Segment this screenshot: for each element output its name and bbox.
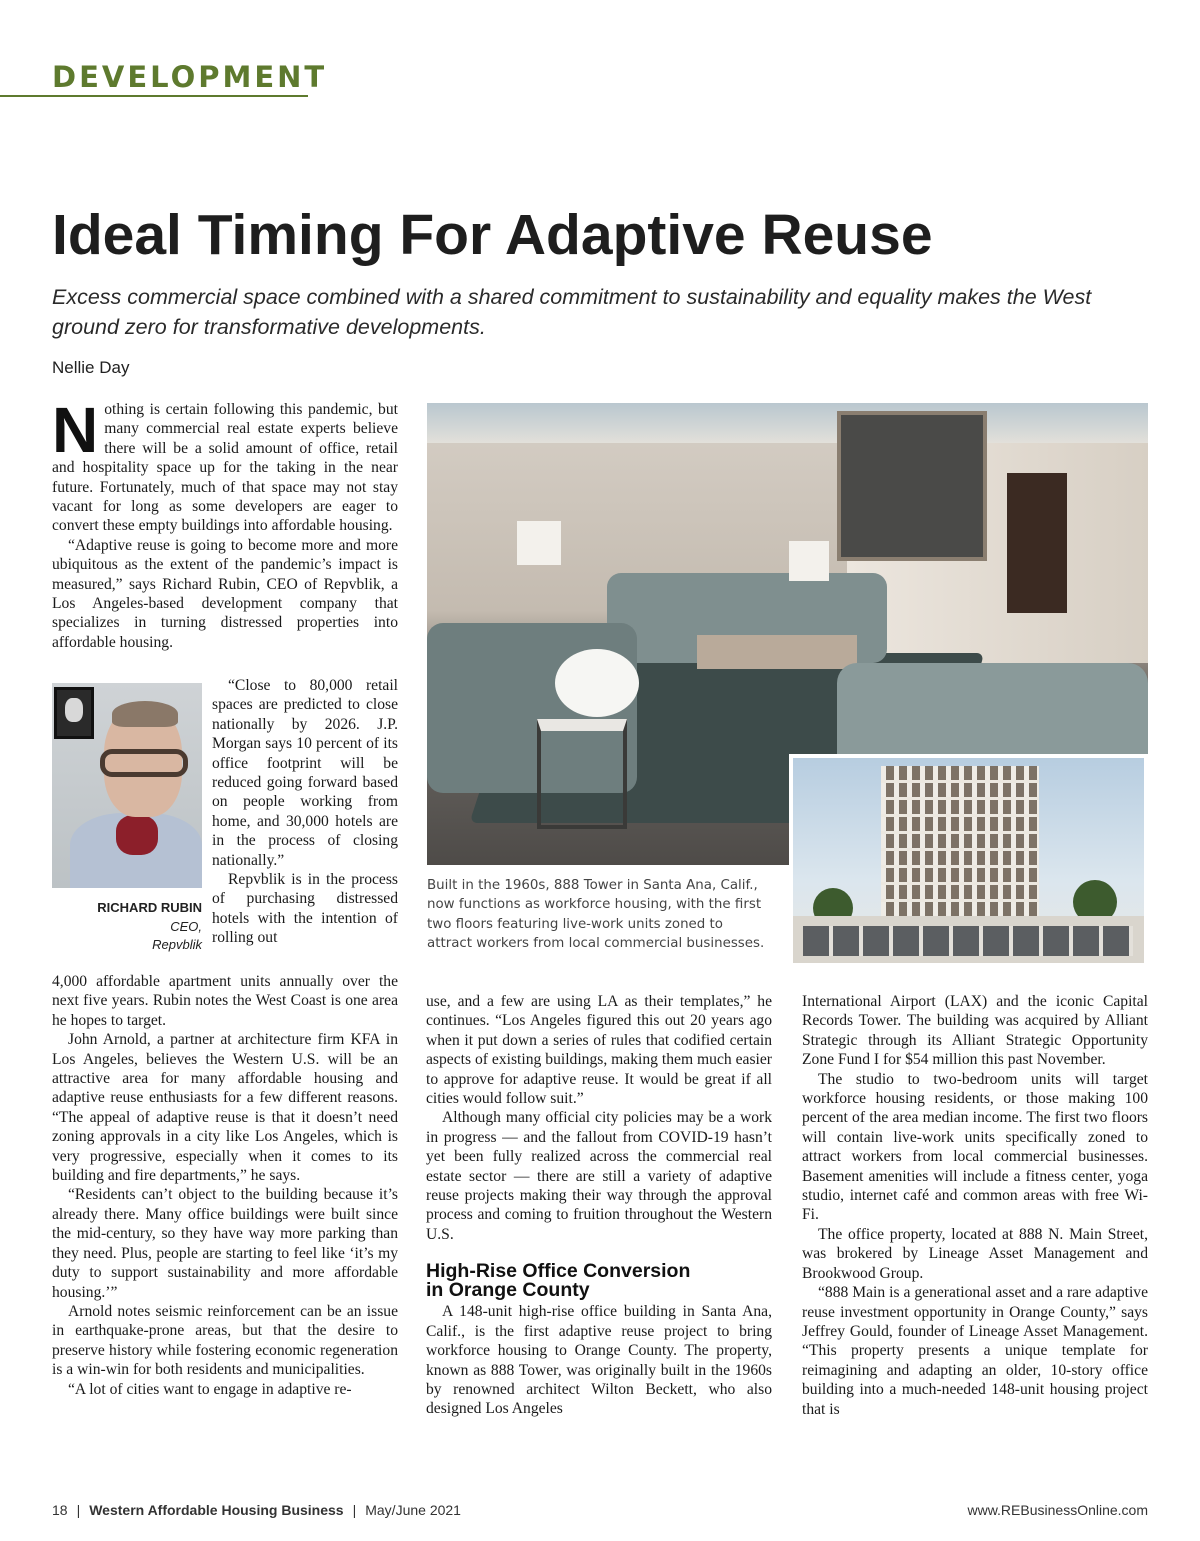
headshot-title-line-2: Repvblik — [152, 937, 202, 952]
column-3 — [802, 992, 1148, 1419]
lobby-side-table — [537, 719, 627, 829]
subhead-line-1: High-Rise Office Conversion — [426, 1260, 691, 1283]
publication-name: Western Affordable Housing Business — [89, 1502, 344, 1518]
column-3-paragraph-1: International Airport (LAX) and the iconic Capital Records Tower. The building was acquired by Alliant Strategic through its Alliant Strategic Opportunity Zone Fund I for $54 million this past November. — [802, 993, 1148, 1069]
headline: Ideal Timing For Adaptive Reuse — [52, 203, 933, 267]
issue-date: May/June 2021 — [365, 1502, 461, 1518]
column-3-paragraph-3: The office property, located at 888 N. Main Street, was brokered by Lineage Asset Management and Brookwood Group. — [802, 1225, 1148, 1282]
column-1-paragraph-3: “Residents can’t object to the building because it’s already there. Many office buildings were built since the mid-century, so they have way more parking than they need. Plus, people are starting to feel like ‘it’s my duty to support sustainability and more affordable housing.’” — [52, 1186, 398, 1301]
column-1 — [52, 972, 398, 1399]
tower-floor-lines — [881, 766, 1039, 941]
headshot-title — [52, 918, 202, 954]
lobby-mirror — [837, 411, 987, 561]
headshot-glasses — [100, 749, 188, 777]
intro-paragraph-1 — [52, 394, 398, 536]
headshot-bowtie — [116, 815, 158, 855]
lobby-ceiling — [427, 403, 1148, 443]
wrap-paragraph-2: Repvblik is in the process of purchasing distressed hotels with the intention of rolling out — [212, 871, 398, 947]
lobby-flowers — [555, 649, 639, 717]
photo-caption: Built in the 1960s, 888 Tower in Santa Ana, Calif., now functions as workforce housing, with the first two floors featuring live-work units zoned to attract workers from local commercial businesses. — [427, 878, 765, 952]
column-1-paragraph-4: Arnold notes seismic reinforcement can be an issue in earthquake-prone areas, but that the desire to preserve history while fostering economic regeneration is a win-win for both residents and municipalities. — [52, 1302, 398, 1379]
headshot-title-line-1: CEO, — [170, 919, 202, 934]
lobby-door — [1007, 473, 1067, 613]
intro-paragraph-1-text: othing is certain following this pandemic, but many commercial real estate experts believe there will be a solid amount of office, retail and hospitality space up for the taking in the near future. Fortunately, much of that space may not stay vacant for long as some developers are eager to convert these empty buildings into affordable housing. — [52, 401, 398, 535]
footer-separator: | — [352, 1502, 357, 1518]
page-number: 18 — [52, 1502, 68, 1518]
column-2 — [426, 992, 772, 1419]
headshot-photo — [52, 683, 202, 888]
subhead-line-2: in Orange County — [426, 1279, 590, 1302]
lobby-coffee-table — [697, 635, 857, 669]
column-2-paragraph-1: use, and a few are using LA as their templates,” he continues. “Los Angeles figured this out 20 years ago when it put down a series of rules that codified certain aspects of existing buildings, making them much easier to approve for adaptive reuse. It would be great if all cities would follow suit.” — [426, 993, 772, 1108]
column-2-paragraph-2: Although many official city policies may be a work in progress — and the fallout from COVID-19 hasn’t yet been fully realized across the commercial real estate sector — there are still a variety of adaptive reuse projects making their way through the approval process and coming to fruition throughout the Western U.S. — [426, 1109, 772, 1243]
website-link[interactable]: www.REBusinessOnline.com — [967, 1502, 1148, 1518]
deck: Excess commercial space combined with a shared commitment to sustainability and equality makes the West ground zero for transformative developments. — [52, 285, 1092, 339]
column-1-paragraph-5: “A lot of cities want to engage in adaptive re- — [68, 1380, 352, 1398]
column-3-paragraph-4: “888 Main is a generational asset and a rare adaptive reuse investment opportunity in Orange County,” says Jeffrey Gould, founder of Lineage Asset Management. “This property presents a unique template for reimagining and adapting an older, 10-story office building into a much-needed 148-unit housing project that is — [802, 1284, 1148, 1418]
subhead — [426, 1262, 772, 1300]
tower-storefront — [803, 926, 1133, 956]
column-1-paragraph-1: 4,000 affordable apartment units annually over the next five years. Rubin notes the West Coast is one area he hopes to target. — [52, 973, 398, 1029]
section-label: DEVELOPMENT — [52, 60, 328, 94]
headshot-hair — [112, 701, 178, 727]
byline: Nellie Day — [52, 358, 130, 377]
drop-cap: N — [52, 394, 99, 466]
footer-left — [52, 1502, 461, 1518]
intro-text — [52, 394, 398, 652]
headshot-name: RICHARD RUBIN — [97, 900, 202, 915]
lobby-lamp-left — [517, 521, 561, 565]
column-3-paragraph-2: The studio to two-bedroom units will target workforce housing residents, or those making 100 percent of the area median income. The first two floors will contain live-work units specifically zoned to attract workers from local commercial businesses. Basement amenities will include a fitness center, yoga studio, internet café and common areas with free Wi-Fi. — [802, 1070, 1148, 1224]
lobby-lamp-right — [789, 541, 829, 581]
section-rule — [0, 95, 308, 97]
footer-separator: | — [76, 1502, 81, 1518]
column-1-paragraph-2: John Arnold, a partner at architecture firm KFA in Los Angeles, believes the Western U.S. will be an attractive area for many affordable housing and adaptive reuse enthusiasts for a few different reasons. “The appeal of adaptive reuse is that it doesn’t need zoning approvals in a city like Los Angeles, which is very progressive, especially when it comes to its building and fire departments,” he says. — [52, 1031, 398, 1185]
headshot-wall-frame — [54, 687, 94, 739]
wrap-paragraph-1: “Close to 80,000 retail spaces are predicted to close nationally by 2026. J.P. Morgan says 10 percent of its office footprint will be reduced going forward based on people working from home, and 30,000 hotels are in the process of closing nationally.” — [212, 677, 398, 869]
intro-paragraph-2: “Adaptive reuse is going to become more and more ubiquitous as the extent of the pandemic’s impact is measured,” says Richard Rubin, CEO of Repvblik, a Los Angeles-based development company that specializes in turning distressed properties into affordable housing. — [52, 536, 398, 651]
tower-rendering — [789, 754, 1148, 967]
wrap-text — [212, 676, 398, 948]
column-2-paragraph-3: A 148-unit high-rise office building in Santa Ana, Calif., is the first adaptive reuse project to bring workforce housing to Orange County. The property, known as 888 Tower, was originally built in the 1960s by renowned architect Wilton Beckett, who also designed Los Angeles — [426, 1303, 772, 1418]
